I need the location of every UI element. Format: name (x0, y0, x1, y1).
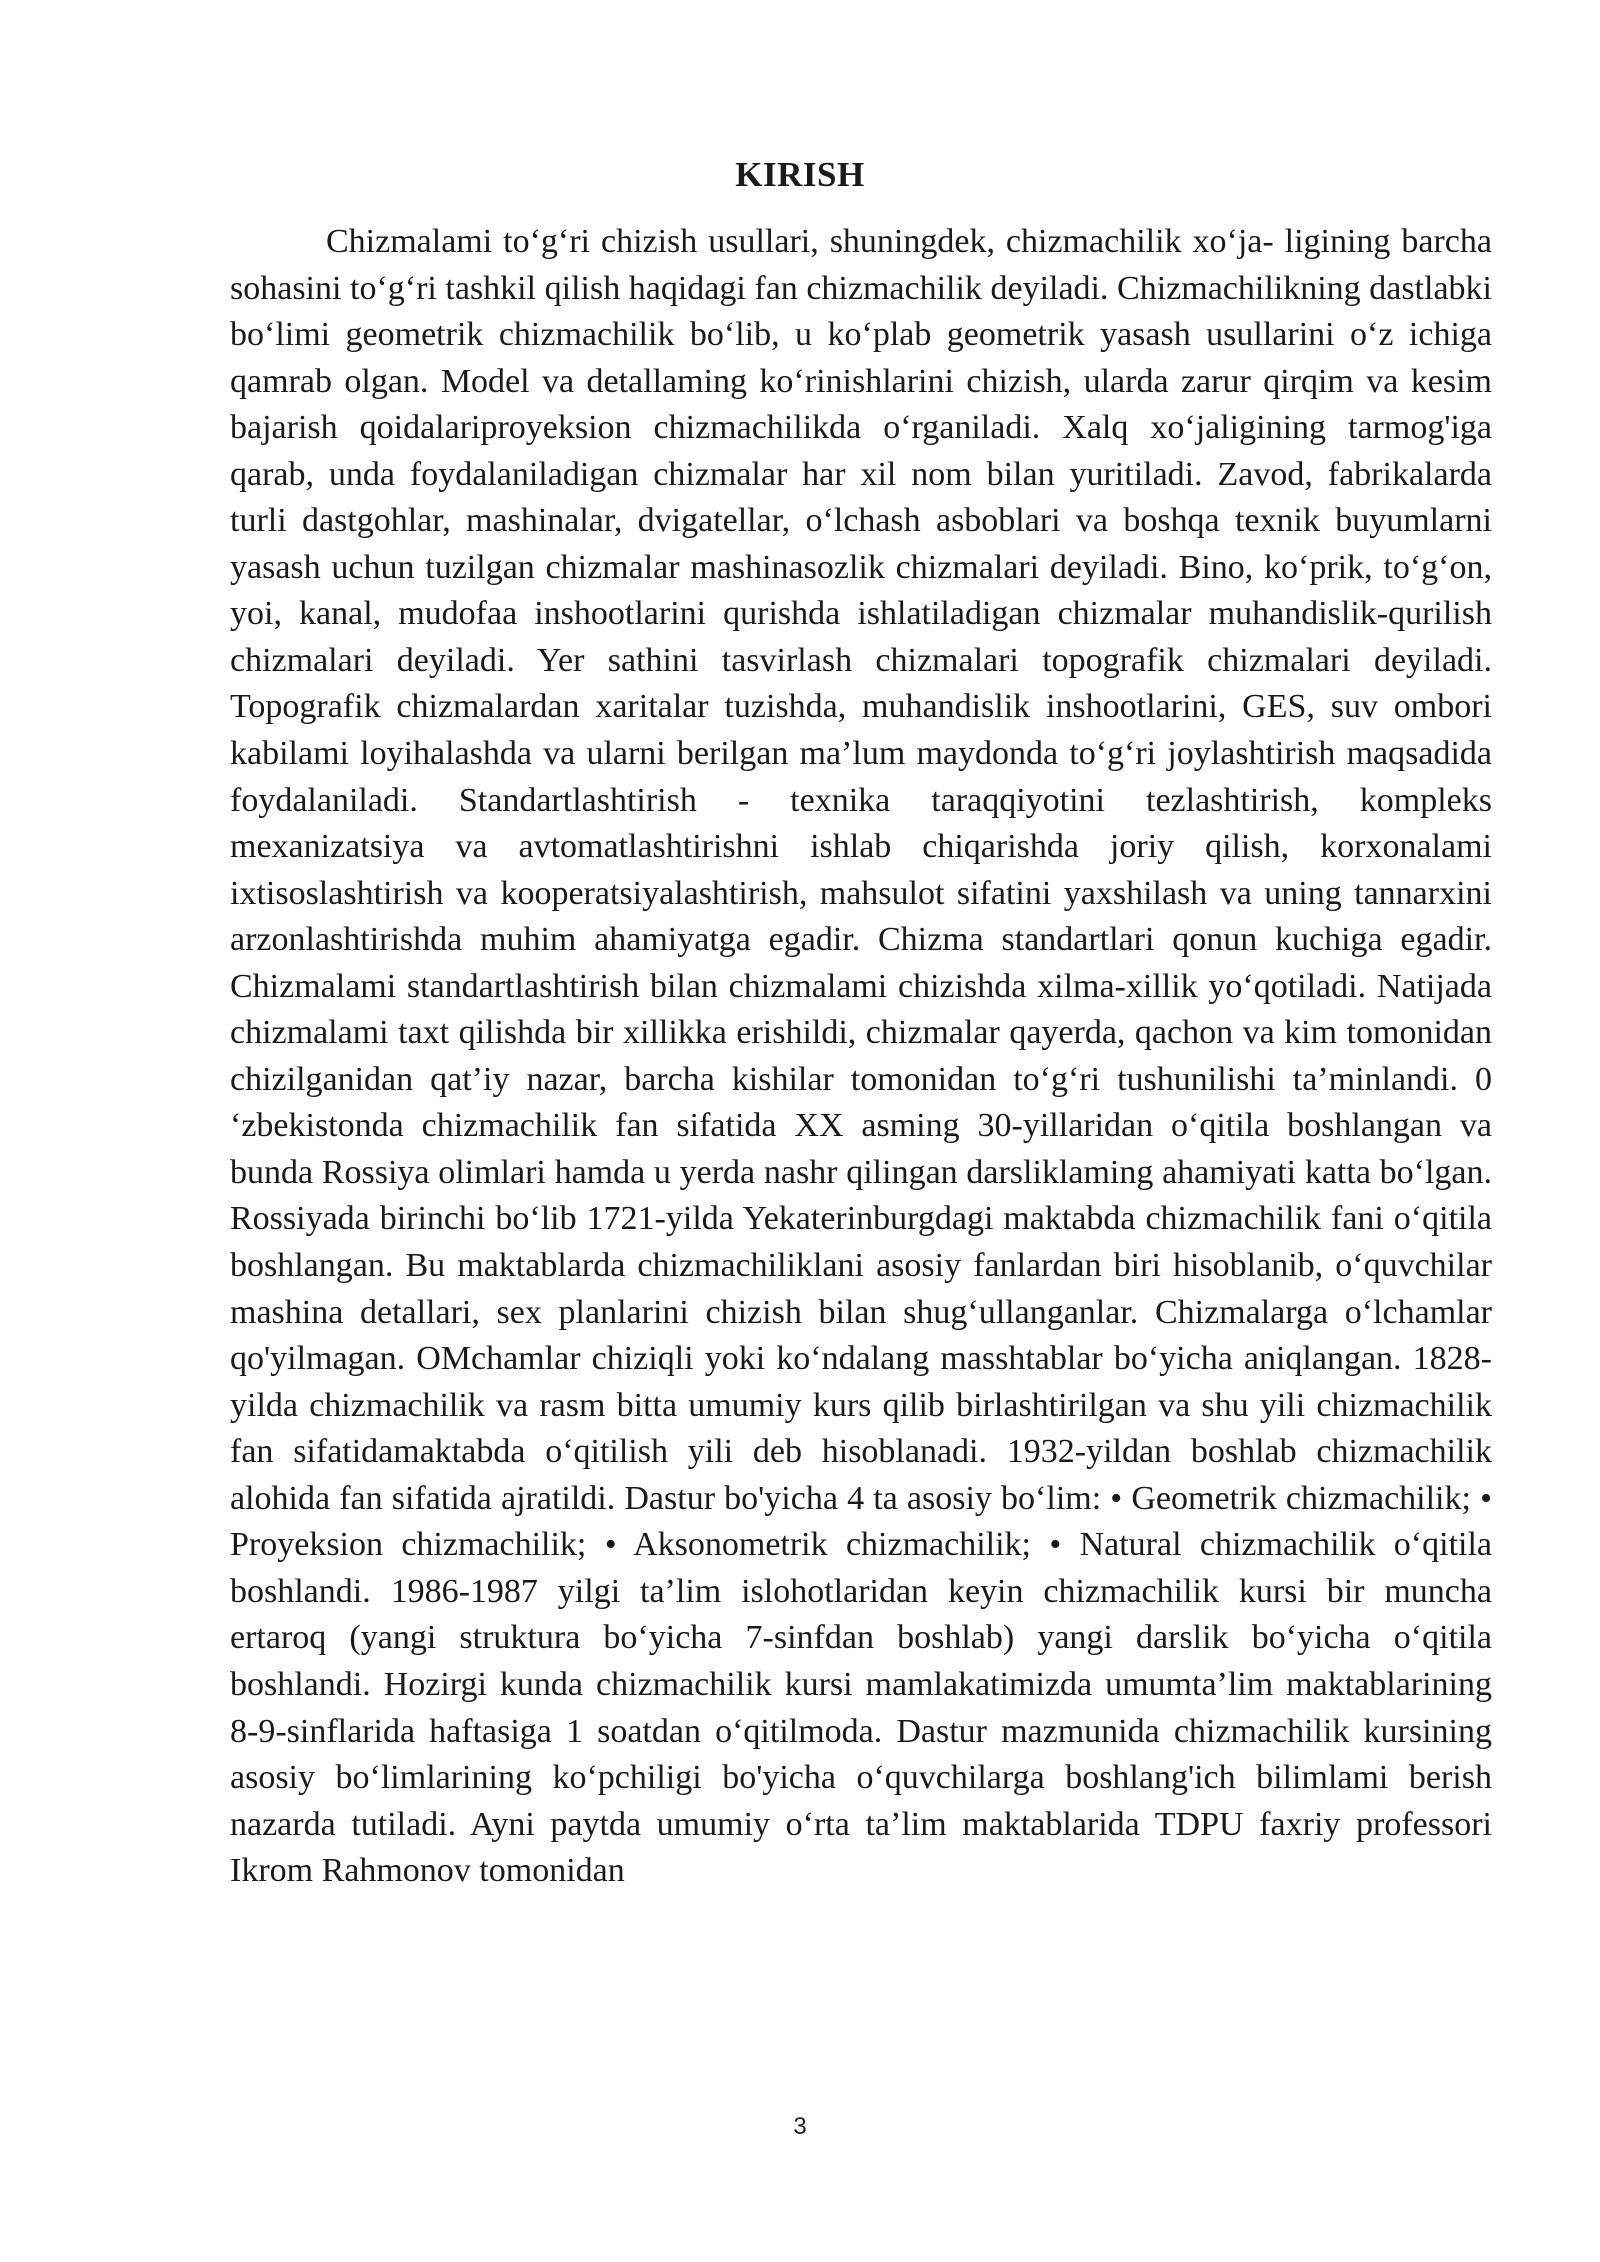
page-number: 3 (793, 2113, 807, 2140)
body-paragraph: Chizmalami to‘g‘ri chizish usullari, shuningdek, chizmachilik xo‘ja- ligining barcha sohasini to‘g‘ri tashkil qilish haqidagi fan chizmachilik deyiladi. Chizmachilikning dastlabki bo‘limi geometrik chizmachilik bo‘lib, u ko‘plab geometrik yasash usullarini o‘z ichiga qamrab olgan. Model va detallaming ko‘rinishlarini chizish, ularda zarur qirqim va kesim bajarish qoidalariproyeksion chizmachilikda o‘rganiladi. Xalq xo‘jaligining tarmog'iga qarab, unda foydalaniladigan chizmalar har xil nom bilan yuritiladi. Zavod, fabrikalarda turli dastgohlar, mashinalar, dvigatellar, o‘lchash asboblari va boshqa texnik buyumlarni yasash uchun tuzilgan chizmalar mashinasozlik chizmalari deyiladi. Bino, ko‘prik, to‘g‘on, yoi, kanal, mudofaa inshootlarini qurishda ishlatiladigan chizmalar muhandislik-qurilish chizmalari deyiladi. Yer sathini tasvirlash chizmalari topografik chizmalari deyiladi. Topografik chizmalardan xaritalar tuzishda, muhandislik inshootlarini, GES, suv ombori kabilami loyihalashda va ularni berilgan ma’lum maydonda to‘g‘ri joylashtirish maqsadida foydalaniladi. Standartlashtirish - texnika taraqqiyotini tezlashtirish, kompleks mexanizatsiya va avtomatlashtirishni ishlab chiqarishda joriy qilish, korxonalami ixtisoslashtirish va kooperatsiyalashtirish, mahsulot sifatini yaxshilash va uning tannarxini arzonlashtirishda muhim ahamiyatga egadir. Chizma standartlari qonun kuchiga egadir. Chizmalami standartlashtirish bilan chizmalami chizishda xilma-xillik yo‘qotiladi. Natijada chizmalami taxt qilishda bir xillikka erishildi, chizmalar qayerda, qachon va kim tomonidan chizilganidan qat’iy nazar, barcha kishilar tomonidan to‘g‘ri tushunilishi ta’minlandi. 0 ‘zbekistonda chizmachilik fan sifatida XX asming 30-yillaridan o‘qitila boshlangan va bunda Rossiya olimlari hamda u yerda nashr qilingan darsliklaming ahamiyati katta bo‘lgan. Rossiyada birinchi bo‘lib 1721-yilda Yekaterinburgdagi maktabda chizmachilik fani o‘qitila boshlangan. Bu maktablarda chizmachiliklani asosiy fanlardan biri hisoblanib, o‘quvchilar mashina detallari, sex planlarini chizish bilan shug‘ullanganlar. Chizmalarga o‘lchamlar qo'yilmagan. OMchamlar chiziqli yoki ko‘ndalang masshtablar bo‘yicha aniqlangan. 1828-yilda chizmachilik va rasm bitta umumiy kurs qilib birlashtirilgan va shu yili chizmachilik fan sifatidamaktabda o‘qitilish yili deb hisoblanadi. 1932-yildan boshlab chizmachilik alohida fan sifatida ajratildi. Dastur bo'yicha 4 ta asosiy bo‘lim: • Geometrik chizmachilik; • Proyeksion chizmachilik; • Aksonometrik chizmachilik; • Natural chizmachilik o‘qitila boshlandi. 1986-1987 yilgi ta’lim islohotlaridan keyin chizmachilik kursi bir muncha ertaroq (yangi struktura bo‘yicha 7-sinfdan boshlab) yangi darslik bo‘yicha o‘qitila boshlandi. Hozirgi kunda chizmachilik kursi mamlakatimizda umumta’lim maktablarining 8-9-sinflarida haftasiga 1 soatdan o‘qitilmoda. Dastur mazmunida chizmachilik kursining asosiy bo‘limlarining ko‘pchiligi bo'yicha o‘quvchilarga boshlang'ich bilimlami berish nazarda tutiladi. Ayni paytda umumiy o‘rta ta’lim maktablarida TDPU faxriy professori Ikrom Rahmonov tomonidan (230, 223, 1492, 1890)
page-title: KIRISH (735, 155, 865, 194)
